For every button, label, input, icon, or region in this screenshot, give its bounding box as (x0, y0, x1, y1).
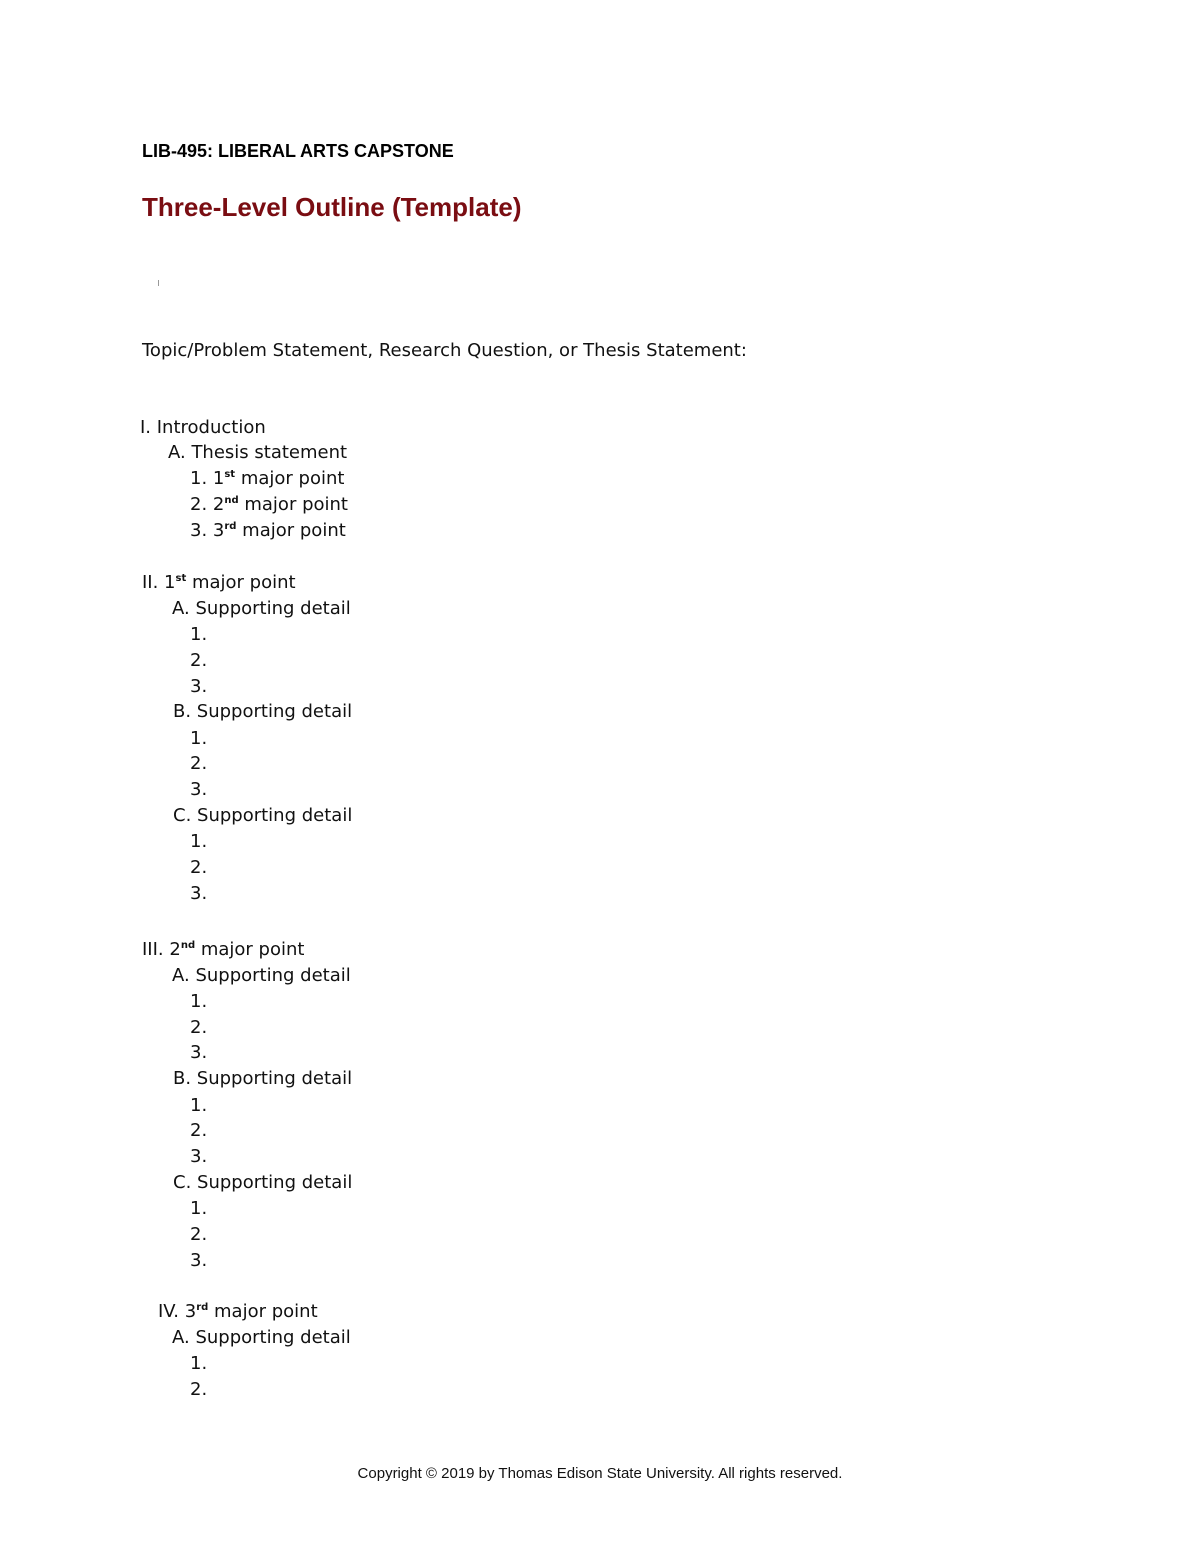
outline-item-supporting-detail: A. Supporting detail (172, 965, 351, 986)
outline-subitem: 2. (190, 1224, 208, 1245)
outline-section-heading: IV. 3rd major point (158, 1301, 318, 1322)
outline-subitem: 1. (190, 831, 208, 852)
outline-subitem: 2. (190, 1017, 208, 1038)
page-title: Three-Level Outline (Template) (142, 192, 522, 222)
outline-item-supporting-detail: B. Supporting detail (173, 701, 353, 722)
outline-subitem: 2. (190, 857, 208, 878)
outline-subitem: 1. 1st major point (190, 468, 345, 489)
outline-subitem: 3. (190, 1042, 208, 1063)
outline-subitem: 2. (190, 753, 208, 774)
outline-subitem: 2. (190, 1379, 208, 1400)
outline-item-supporting-detail: A. Supporting detail (172, 598, 351, 619)
text-cursor-mark (158, 280, 159, 286)
outline-subitem: 1. (190, 1353, 208, 1374)
thesis-prompt: Topic/Problem Statement, Research Question, or Thesis Statement: (142, 340, 747, 361)
outline-subitem: 1. (190, 1198, 208, 1219)
outline-subitem: 3. 3rd major point (190, 520, 346, 541)
outline-item-supporting-detail: C. Supporting detail (173, 805, 353, 826)
outline-subitem: 2. (190, 650, 208, 671)
outline-subitem: 3. (190, 883, 208, 904)
outline-item-supporting-detail: A. Supporting detail (172, 1327, 351, 1348)
outline-subitem: 3. (190, 676, 208, 697)
copyright-footer: Copyright © 2019 by Thomas Edison State University. All rights reserved. (357, 1465, 843, 1482)
outline-subitem: 3. (190, 779, 208, 800)
outline-section-heading: II. 1st major point (142, 572, 296, 593)
course-heading: LIB-495: LIBERAL ARTS CAPSTONE (142, 141, 454, 161)
outline-subitem: 1. (190, 624, 208, 645)
outline-subitem: 2. 2nd major point (190, 494, 348, 515)
outline-subitem: 1. (190, 1095, 208, 1116)
outline-subitem: 2. (190, 1120, 208, 1141)
outline-item-supporting-detail: C. Supporting detail (173, 1172, 353, 1193)
outline-subitem: 1. (190, 728, 208, 749)
outline-item-thesis-statement: A. Thesis statement (168, 442, 348, 463)
outline-item-supporting-detail: B. Supporting detail (173, 1068, 353, 1089)
outline-section-introduction: I. Introduction (140, 417, 266, 438)
outline-subitem: 3. (190, 1250, 208, 1271)
outline-subitem: 1. (190, 991, 208, 1012)
outline-section-heading: III. 2nd major point (142, 939, 305, 960)
outline-subitem: 3. (190, 1146, 208, 1167)
